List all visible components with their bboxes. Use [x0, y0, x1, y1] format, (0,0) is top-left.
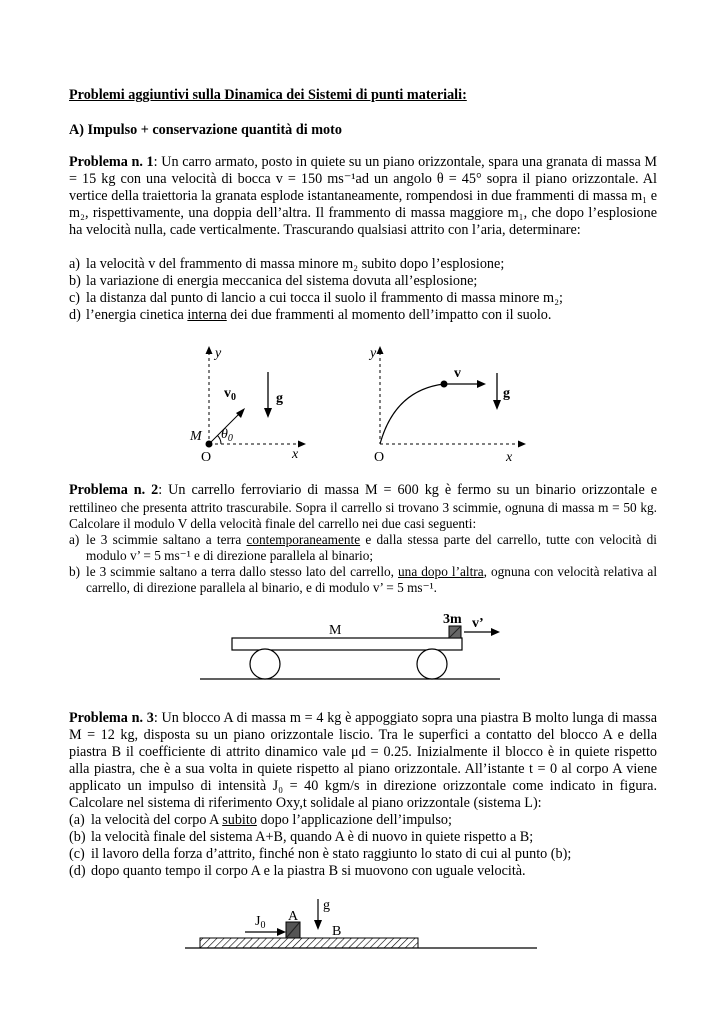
- impulse-arrowhead: [277, 928, 286, 936]
- item-text-underlined: una dopo l’altra: [398, 564, 484, 579]
- g-label: g: [503, 386, 510, 401]
- y-axis-arrowhead: [377, 346, 384, 354]
- origin-label: O: [201, 450, 212, 465]
- item-text: la velocità v del frammento di massa minore m₂ subito dopo l’esplosione;: [86, 256, 505, 272]
- problem-3-paragraph: [69, 710, 657, 812]
- left-wheel: [250, 649, 280, 679]
- problem-3-text: : Un blocco A di massa m = 4 kg è appoggiato sopra una piastra B molto lunga di massa M = 12 kg, disposta su un piano orizzontale liscio. Tra le superfici a contatto del blocco A e della piastra B il coefficiente di attrito dinamico vale μd = 0.25. Inizialmente il blocco è in quiete rispetto alla piastra, che è a sua volta in quiete rispetto al piano orizzontale. All’istante t = 0 al corpo A viene applicato un impulso di intensità J₀ = 40 kgm/s in direzione orizzontale come indicato in figura. Calcolare nel sistema di riferimento Oxy,t solidale al piano orizzontale (sistema L):: [69, 710, 657, 811]
- item-marker: (a): [69, 812, 85, 828]
- figure-trajectory-vertex: [350, 340, 530, 465]
- y-axis-arrowhead: [206, 346, 213, 354]
- velocity-arrowhead: [491, 628, 500, 636]
- fragment-mass: [441, 381, 448, 388]
- item-text: dei due frammenti al momento dell’impatto con il suolo.: [226, 307, 552, 323]
- g-label: g: [276, 391, 283, 406]
- velocity-arrowhead: [477, 380, 486, 388]
- item-text: la velocità finale del sistema A+B, quando A è di nuovo in quiete rispetto a B;: [91, 829, 534, 845]
- problem-3-item-b: [69, 829, 657, 846]
- item-text-underlined: contemporaneamente: [246, 532, 361, 547]
- item-text: la variazione di energia meccanica del sistema dovuta all’esplosione;: [86, 273, 478, 289]
- item-text: la distanza dal punto di lancio a cui tocca il suolo il frammento di massa minore m₂;: [86, 290, 563, 306]
- block-A-label: A: [288, 909, 299, 924]
- problem-2-item-a: [69, 531, 657, 548]
- item-text: dopo quanto tempo il corpo A e la piastra B si muovono con uguale velocità.: [91, 863, 526, 879]
- problem-2-text: : Un carrello ferroviario di massa M = 600 kg è fermo su un binario orizzontale e: [158, 482, 658, 498]
- problem-3-item-d: [69, 863, 657, 880]
- item-marker: d): [69, 307, 81, 323]
- x-axis-arrowhead: [298, 441, 306, 448]
- problem-2-item-b-cont: carrello, di direzione parallela al binario, e di modulo v’ = 5 ms⁻¹.: [86, 580, 437, 595]
- page-title: Problemi aggiuntivi sulla Dinamica dei Sistemi di punti materiali:: [69, 87, 467, 103]
- section-heading: A) Impulso + conservazione quantità di moto: [69, 122, 342, 138]
- x-axis-arrowhead: [518, 441, 526, 448]
- problem-1-item-a: [69, 256, 657, 273]
- origin-label: O: [374, 450, 385, 465]
- railcar-platform: [232, 638, 462, 650]
- item-marker: a): [69, 256, 81, 272]
- mass-M-label: M: [329, 623, 342, 638]
- item-text-underlined: subito: [222, 812, 257, 828]
- right-wheel: [417, 649, 447, 679]
- item-text: , ognuna con velocità relativa al: [483, 564, 658, 579]
- v-label: v: [454, 366, 461, 381]
- plate-B: [200, 938, 418, 948]
- mass-3m-label: 3m: [443, 612, 462, 627]
- mass-label: M: [190, 429, 202, 444]
- gravity-arrowhead: [314, 920, 322, 930]
- item-text: le 3 scimmie saltano a terra: [86, 532, 247, 547]
- figure-railcar: [200, 605, 520, 690]
- item-text: l’energia cinetica: [86, 307, 188, 323]
- y-label: y: [215, 346, 222, 361]
- problem-2-line-1: [69, 482, 657, 499]
- figure-cannon-launch: [180, 340, 320, 465]
- problem-1-item-d: [69, 307, 657, 324]
- problem-2-line-3: Calcolare il modulo V della velocità finale del carrello nei due casi seguenti:: [69, 516, 477, 531]
- problem-1-paragraph: [69, 154, 657, 239]
- problem-3-item-c: [69, 846, 657, 863]
- item-marker: c): [69, 290, 81, 306]
- problem-2-heading: Problema n. 2: [69, 482, 159, 498]
- item-text: dopo l’applicazione dell’impulso;: [256, 812, 452, 828]
- problem-2-item-b: [69, 563, 657, 580]
- plate-B-label: B: [332, 924, 342, 939]
- item-marker: (b): [69, 829, 86, 845]
- item-marker: (c): [69, 846, 85, 862]
- theta-label: $\theta_0$: [221, 427, 233, 444]
- item-marker: a): [69, 532, 80, 547]
- trajectory-curve: [380, 384, 444, 444]
- v0-label: $v_0$: [224, 386, 236, 403]
- problem-1-heading: Problema n. 1: [69, 154, 154, 170]
- item-text: la velocità del corpo A: [91, 812, 223, 828]
- problem-1-item-b: [69, 273, 657, 290]
- item-text-underlined: interna: [187, 307, 227, 323]
- figure-block-plate: [185, 892, 545, 957]
- x-label: x: [292, 447, 299, 462]
- x-label: x: [506, 450, 513, 465]
- item-marker: (d): [69, 863, 86, 879]
- item-text: il lavoro della forza d’attrito, finché non è stato raggiunto lo stato di cui al punto (b);: [91, 846, 572, 862]
- problem-1-item-c: [69, 290, 657, 307]
- gravity-arrowhead: [264, 408, 272, 418]
- item-marker: b): [69, 564, 81, 579]
- problem-2-line-2: rettilineo che presenta attrito trascurabile. Sopra il carrello si trovano 3 scimmie, ognuna di massa m = 50 kg.: [69, 500, 657, 515]
- impulse-label: $J_0$: [255, 914, 266, 931]
- g-label: g: [323, 898, 330, 913]
- y-label: y: [370, 346, 377, 361]
- v-prime-label: v’: [472, 616, 484, 631]
- problem-1-text: : Un carro armato, posto in quiete su un piano orizzontale, spara una granata di massa M = 15 kg con una velocità di bocca v = 150 ms⁻¹ad un angolo θ = 45° sopra il piano orizzontale. Al vertice della traiettoria la granata esplode istantaneamente, rompendosi in due frammenti di massa m₁ e m₂, rispettivamente, una doppia dell’altra. Il frammento di massa maggiore m₁, che dopo l’esplosione ha velocità nulla, cade verticalmente. Trascurando qualsiasi attrito con l’aria, determinare:: [69, 154, 657, 238]
- initial-velocity-arrowhead: [236, 408, 245, 418]
- problem-3-item-a: [69, 812, 657, 829]
- item-text: le 3 scimmie saltano a terra dallo stesso lato del carrello,: [86, 564, 399, 579]
- problem-3-heading: Problema n. 3: [69, 710, 154, 726]
- gravity-arrowhead: [493, 400, 501, 410]
- problem-2-item-a-cont: modulo v’ = 5 ms⁻¹ e di direzione parallela al binario;: [86, 548, 374, 563]
- item-marker: b): [69, 273, 81, 289]
- item-text: e dalla stessa parte del carrello, tutte con velocità di: [360, 532, 657, 547]
